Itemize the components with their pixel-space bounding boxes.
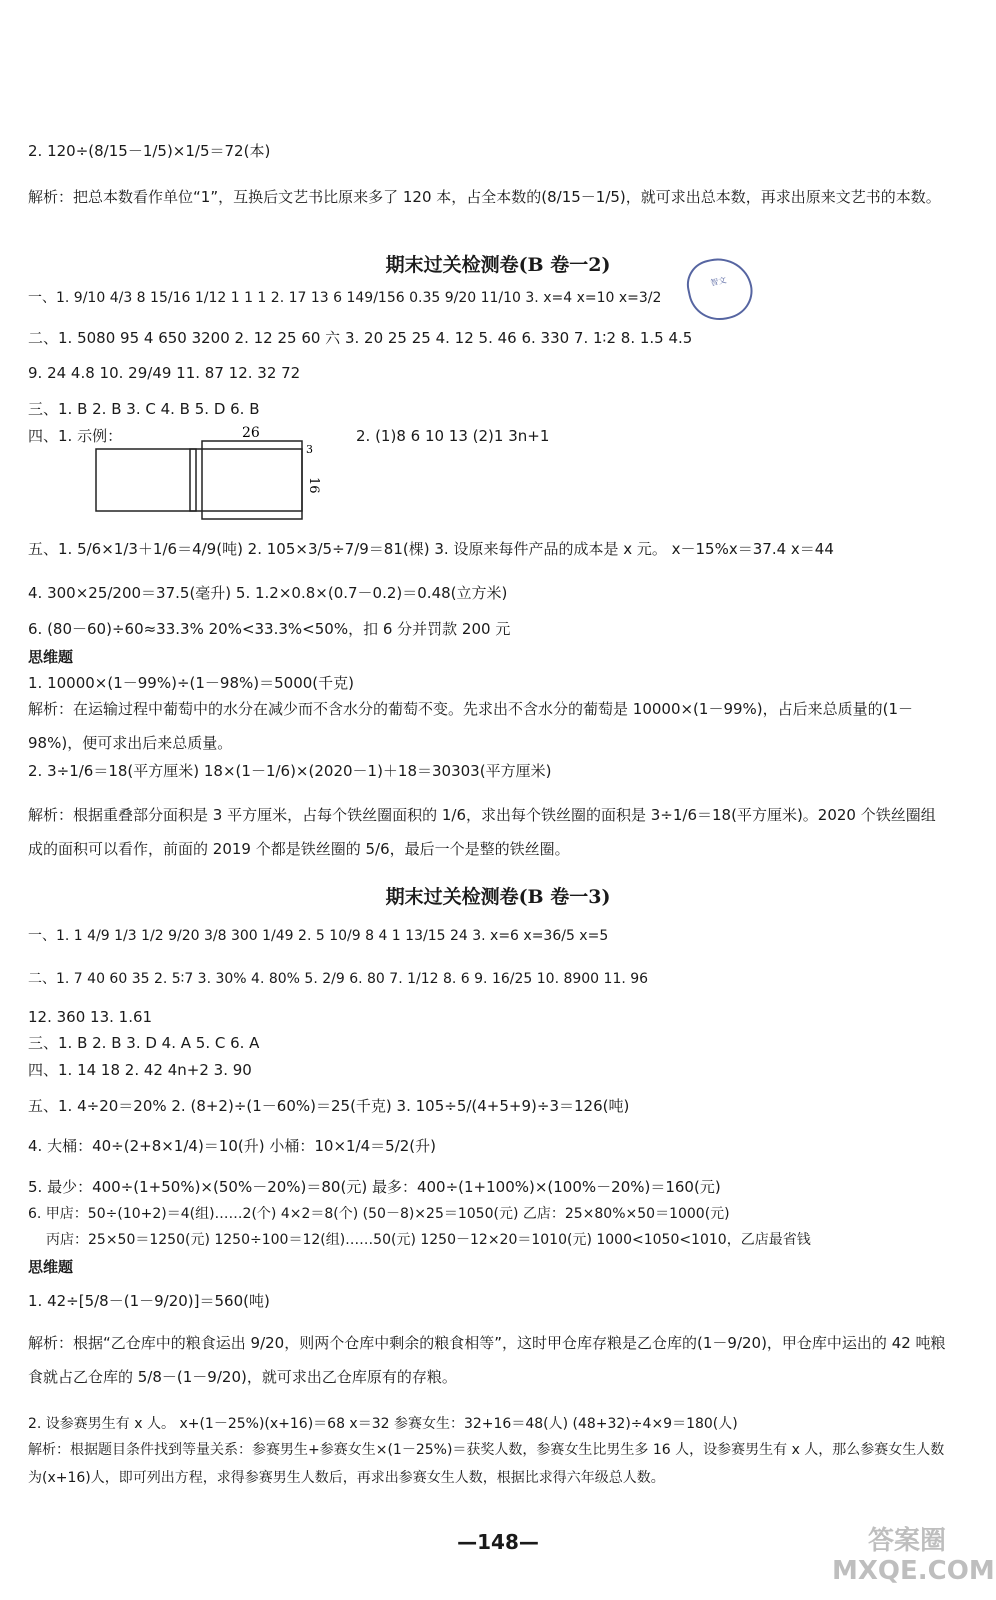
answer-line: 1. 42÷[5/8－(1－9/20)]＝560(吨) — [28, 1292, 270, 1310]
answer-line: 丙店：25×50＝1250(元) 1250÷100＝12(组)……50(元) 1250－12×20＝1010(元) 1000<1050<1010，乙店最省钱 — [46, 1232, 811, 1248]
section-title: 期末过关检测卷(B 卷一3) — [385, 886, 611, 908]
answer-line: 五、1. 5/6×1/3＋1/6＝4/9(吨) 2. 105×3/5÷7/9＝81(棵) 3. 设原来每件产品的成本是 x 元。 x－15%x＝37.4 x＝44 — [28, 540, 834, 558]
diagram-left-rect — [96, 449, 196, 511]
answer-line: 2. 120÷(8/15－1/5)×1/5＝72(本) — [28, 142, 271, 160]
answer-line: 4. 大桶：40÷(2+8×1/4)＝10(升) 小桶：10×1/4＝5/2(升) — [28, 1137, 437, 1155]
stamp-text: 智文 — [709, 275, 728, 288]
answer-line: 三、1. B 2. B 3. D 4. A 5. C 6. A — [28, 1034, 260, 1052]
section-heading: 思维题 — [28, 648, 74, 666]
page-number: —148— — [457, 1530, 539, 1554]
answer-line: 二、1. 7 40 60 35 2. 5∶7 3. 30% 4. 80% 5. 2/9 6. 80 7. 1/12 8. 6 9. 16/25 10. 8900 11. 96 — [28, 971, 649, 987]
analysis-paragraph: 解析：根据“乙仓库中的粮食运出 9/20，则两个仓库中剩余的粮食相等”，这时甲仓库存粮是乙仓库的(1－9/20)，甲仓库中运出的 42 吨粮食就占乙仓库的 5/8－(1－9/20)，就可求出乙仓库原有的存粮。 — [28, 1334, 946, 1386]
diagram-overlap-rect — [190, 449, 302, 511]
answer-line: 一、1. 9/10 4/3 8 15/16 1/12 1 1 1 2. 17 13 6 149/156 0.35 9/20 11/10 3. x=4 x=10 x=3/2 — [28, 290, 662, 306]
answer-line: 6. 甲店：50÷(10+2)＝4(组)……2(个) 4×2＝8(个) (50－8)×25＝1050(元) 乙店：25×80%×50＝1000(元) — [28, 1206, 730, 1222]
answer-line: 一、1. 1 4/9 1/3 1/2 9/20 3/8 300 1/49 2. 5 10/9 8 4 1 13/15 24 3. x=6 x=36/5 x=5 — [28, 928, 609, 944]
answer-line: 三、1. B 2. B 3. C 4. B 5. D 6. B — [28, 400, 260, 418]
answer-line: 二、1. 5080 95 4 650 3200 2. 12 25 60 六 3. 20 25 25 4. 12 5. 46 6. 330 7. 1∶2 8. 1.5 4.5 — [28, 329, 693, 347]
analysis-paragraph: 解析：根据重叠部分面积是 3 平方厘米，占每个铁丝圈面积的 1/6，求出每个铁丝圈的面积是 3÷1/6＝18(平方厘米)。2020 个铁丝圈组成的面积可以看作，前面的 2019 个都是铁丝圈的 5/6，最后一个是整的铁丝圈。 — [28, 806, 936, 858]
rectangle-diagram — [90, 425, 340, 525]
section-heading: 思维题 — [28, 1258, 74, 1276]
answer-line: 9. 24 4.8 10. 29/49 11. 87 12. 32 72 — [28, 364, 301, 382]
section-title: 期末过关检测卷(B 卷一2) — [385, 254, 611, 276]
diagram-label-16: 16 — [306, 477, 321, 494]
answer-line: 2. 3÷1/6＝18(平方厘米) 18×(1－1/6)×(2020－1)＋18＝30303(平方厘米) — [28, 762, 552, 780]
analysis-paragraph: 解析：在运输过程中葡萄中的水分在减少而不含水分的葡萄不变。先求出不含水分的葡萄是 10000×(1－99%)，占后来总质量的(1－98%)，便可求出后来总质量。 — [28, 700, 914, 752]
answer-line: 5. 最少：400÷(1+50%)×(50%－20%)＝80(元) 最多：400÷(1+100%)×(100%－20%)＝160(元) — [28, 1178, 721, 1196]
answer-line: 12. 360 13. 1.61 — [28, 1008, 153, 1026]
watermark-text: 答案圈 MXQE.COM — [832, 1526, 995, 1586]
answer-line: 五、1. 4÷20＝20% 2. (8+2)÷(1－60%)＝25(千克) 3. 105÷5/(4+5+9)÷3＝126(吨) — [28, 1097, 630, 1115]
analysis-paragraph: 解析：把总本数看作单位“1”，互换后文艺书比原来多了 120 本，占全本数的(8/15－1/5)，就可求出总本数，再求出原来文艺书的本数。 — [28, 188, 941, 206]
answer-line: 6. (80－60)÷60≈33.3% 20%<33.3%<50%，扣 6 分并罚款 200 元 — [28, 620, 511, 638]
analysis-paragraph: 解析：根据题目条件找到等量关系：参赛男生+参赛女生×(1－25%)＝获奖人数，参赛女生比男生多 16 人，设参赛男生有 x 人，那么参赛女生人数为(x+16)人，即可列出方程，求得参赛男生人数后，再求出参赛女生人数，根据比求得六年级总人数。 — [28, 1442, 945, 1486]
diagram-right-rect — [202, 441, 302, 519]
answer-line: 4. 300×25/200＝37.5(毫升) 5. 1.2×0.8×(0.7－0.2)＝0.48(立方米) — [28, 584, 508, 602]
answer-line: 四、1. 14 18 2. 42 4n+2 3. 90 — [28, 1061, 252, 1079]
answer-line: 四、1. 示例： — [28, 427, 123, 445]
answer-line: 1. 10000×(1－99%)÷(1－98%)＝5000(千克) — [28, 674, 354, 692]
site-watermark — [832, 1526, 995, 1590]
diagram-label-26: 26 — [242, 425, 260, 441]
answer-line: 2. (1)8 6 10 13 (2)1 3n+1 — [356, 427, 550, 445]
answer-line: 2. 设参赛男生有 x 人。 x+(1－25%)(x+16)＝68 x＝32 参赛女生：32+16＝48(人) (48+32)÷4×9＝180(人) — [28, 1416, 738, 1432]
diagram-label-3: 3 — [306, 443, 313, 456]
